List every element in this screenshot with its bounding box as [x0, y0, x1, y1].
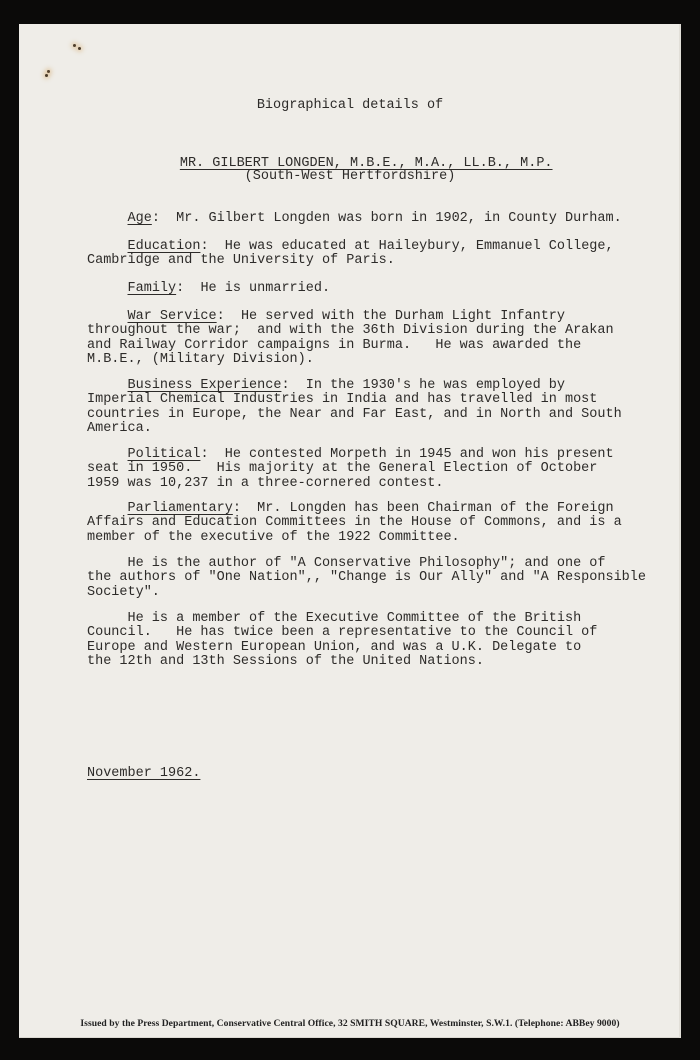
- document-subject-name: MR. GILBERT LONGDEN, M.B.E., M.A., LL.B., M.P.: [179, 156, 553, 171]
- paragraph-memberships: He is a member of the Executive Committee of the British Council. He has twice been a representative to the Council of Europe and Western European Union, and was a U.K. Delegate to the 12th and 13th Sessions of the United Nations.: [87, 611, 598, 670]
- section-label: Political: [127, 447, 201, 462]
- section-label: Education: [127, 239, 201, 254]
- paper-stain: [47, 70, 50, 73]
- constituency: (South-West Hertfordshire): [244, 169, 456, 184]
- document-page: [19, 24, 681, 1038]
- document-date-wrap: [87, 767, 200, 781]
- paper-stain: [78, 47, 81, 50]
- section-label: Business Experience: [127, 378, 282, 393]
- section-parliamentary: Parliamentary: Mr. Longden has been Chairman of the Foreign Affairs and Education Committees in the House of Commons, and is a member of the executive of the 1922 Committee.: [87, 501, 622, 545]
- section-age: Age: Mr. Gilbert Longden was born in 1902, in County Durham.: [127, 211, 622, 226]
- section-family: Family: He is unmarried.: [127, 281, 331, 296]
- section-business-experience: Business Experience: In the 1930's he was employed by Imperial Chemical Industries in India and has travelled in most countries in Europe, the Near and Far East, and in North and South America.: [87, 378, 622, 437]
- paragraph-authorship: He is the author of "A Conservative Philosophy"; and one of the authors of "One Nation",, "Change is Our Ally" and "A Responsible Society".: [87, 556, 646, 600]
- section-political: Political: He contested Morpeth in 1945 and won his present seat in 1950. His majority at the General Election of October 1959 was 10,237 in a three-cornered contest.: [87, 447, 614, 491]
- section-label: Age: [127, 211, 152, 226]
- paper-stain: [73, 44, 76, 47]
- document-date: November 1962.: [87, 766, 201, 781]
- section-war-service: War Service: He served with the Durham Light Infantry throughout the war; and with the 36th Division during the Arakan and Railway Corridor campaigns in Burma. He was awarded the M.B.E., (Military Division).: [87, 309, 614, 368]
- section-education: Education: He was educated at Haileybury, Emmanuel College, Cambridge and the University of Paris.: [87, 239, 614, 269]
- issuer-footer: Issued by the Press Department, Conservative Central Office, 32 SMITH SQUARE, Westminster, S.W.1. (Telephone: ABBey 9000): [80, 1018, 620, 1029]
- section-label: Family: [127, 281, 177, 296]
- section-label: War Service: [127, 309, 217, 324]
- section-label: Parliamentary: [127, 501, 233, 516]
- paper-stain: [45, 74, 48, 77]
- document-heading: Biographical details of: [256, 98, 444, 113]
